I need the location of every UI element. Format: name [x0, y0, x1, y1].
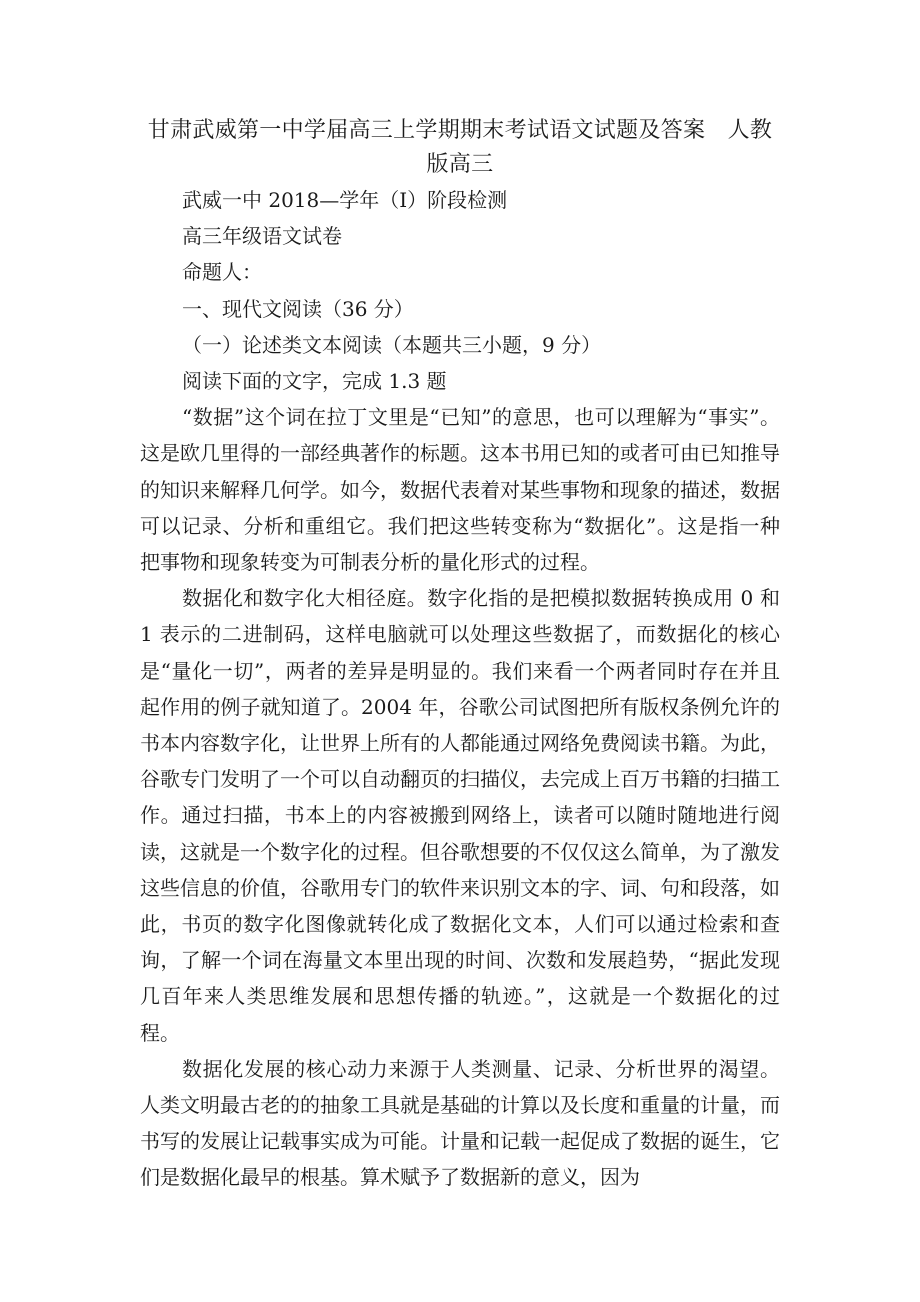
reading-instruction: 阅读下面的文字，完成 1.3 题	[182, 369, 447, 394]
exam-author-line: 命题人：	[182, 260, 262, 285]
body-paragraph-1: “数据”这个词在拉丁文里是“已知”的意思，也可以理解为“事实”。这是欧几里得的一部经典著作的标题。这本书用已知的或者可由已知推导的知识来解释几何学。如今，数据代表着对某些事物和现象的描述，数据可以记录、分析和重组它。我们把这些转变称为“数据化”。这是指一种把事物和现象转变为可制表分析的量化形式的过程。	[140, 405, 780, 575]
document-title: 甘肃武威第一中学届高三上学期期末考试语文试题及答案 人教版高三	[147, 118, 773, 177]
document-body	[140, 182, 780, 1196]
body-paragraph-2: 数据化和数字化大相径庭。数字化指的是把模拟数据转换成用 0 和 1 表示的二进制码，这样电脑就可以处理这些数据了，而数据化的核心是“量化一切”，两者的差异是明显的。我们来看一个两者同时存在并且起作用的例子就知道了。2004 年，谷歌公司试图把所有版权条例允许的书本内容数字化，让世界上所有的人都能通过网络免费阅读书籍。为此，谷歌专门发明了一个可以自动翻页的扫描仪，去完成上百万书籍的扫描工作。通过扫描，书本上的内容被搬到网络上，读者可以随时随地进行阅读，这就是一个数字化的过程。但谷歌想要的不仅仅这么简单，为了激发这些信息的价值，谷歌用专门的软件来识别文本的字、词、句和段落，如此，书页的数字化图像就转化成了数据化文本，人们可以通过检索和查询，了解一个词在海量文本里出现的时间、次数和发展趋势，“据此发现几百年来人类思维发展和思想传播的轨迹。”，这就是一个数据化的过程。	[140, 586, 780, 1045]
body-paragraph-3: 数据化发展的核心动力来源于人类测量、记录、分析世界的渴望。人类文明最古老的的抽象工具就是基础的计算以及长度和重量的计量，而书写的发展让记载事实成为可能。计量和记载一起促成了数据的诞生，它们是数据化最早的根基。算术赋予了数据新的意义，因为	[140, 1056, 780, 1190]
subsection-heading: （一）论述类文本阅读（本题共三小题，9 分）	[182, 332, 602, 357]
exam-school-line: 武威一中 2018—学年（I）阶段检测	[182, 188, 508, 212]
section-heading: 一、现代文阅读（36 分）	[182, 296, 414, 321]
exam-paper-name: 高三年级语文试卷	[182, 224, 342, 249]
